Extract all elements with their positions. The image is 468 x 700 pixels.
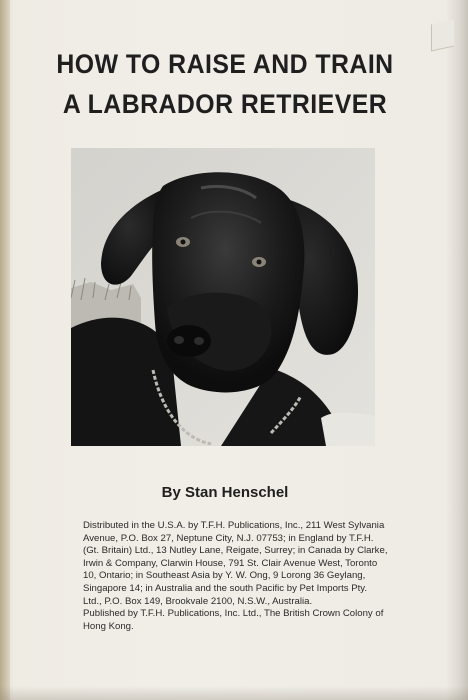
folded-corner bbox=[431, 20, 454, 52]
imprint-line: Hong Kong. bbox=[83, 620, 134, 632]
dog-photo bbox=[71, 148, 375, 446]
imprint-line: Ltd., P.O. Box 149, Brookvale 2100, N.S.W., Australia. bbox=[83, 595, 313, 607]
page-edge-shadow bbox=[446, 0, 468, 700]
bottom-edge-shadow bbox=[0, 686, 468, 700]
imprint-line: (Gt. Britain) Ltd., 13 Nutley Lane, Reigate, Surrey; in Canada by Clarke, bbox=[83, 545, 388, 557]
imprint-line: Singapore 14; in Australia and the south Pacific by Pet Imports Pty. bbox=[83, 582, 368, 594]
title-line-1: HOW TO RAISE AND TRAIN bbox=[56, 49, 394, 79]
book-title bbox=[36, 44, 413, 124]
imprint-line: Irwin & Company, Clarwin House, 791 St. Clair Avenue West, Toronto bbox=[83, 557, 378, 569]
publisher-imprint bbox=[83, 520, 423, 633]
author-byline: By Stan Henschel bbox=[161, 484, 289, 501]
imprint-line: 10, Ontario; in Southeast Asia by Y. W. Ong, 9 Lorong 36 Geylang, bbox=[83, 570, 366, 582]
imprint-line: Distributed in the U.S.A. by T.F.H. Publications, Inc., 211 West Sylvania bbox=[83, 520, 385, 531]
imprint-line: Avenue, P.O. Box 27, Neptune City, N.J. 07753; in England by T.F.H. bbox=[83, 532, 374, 544]
spine-shadow bbox=[0, 0, 10, 700]
title-line-2: A LABRADOR RETRIEVER bbox=[62, 89, 388, 119]
imprint-line: Published by T.F.H. Publications, Inc. Ltd., The British Crown Colony of bbox=[83, 608, 384, 620]
